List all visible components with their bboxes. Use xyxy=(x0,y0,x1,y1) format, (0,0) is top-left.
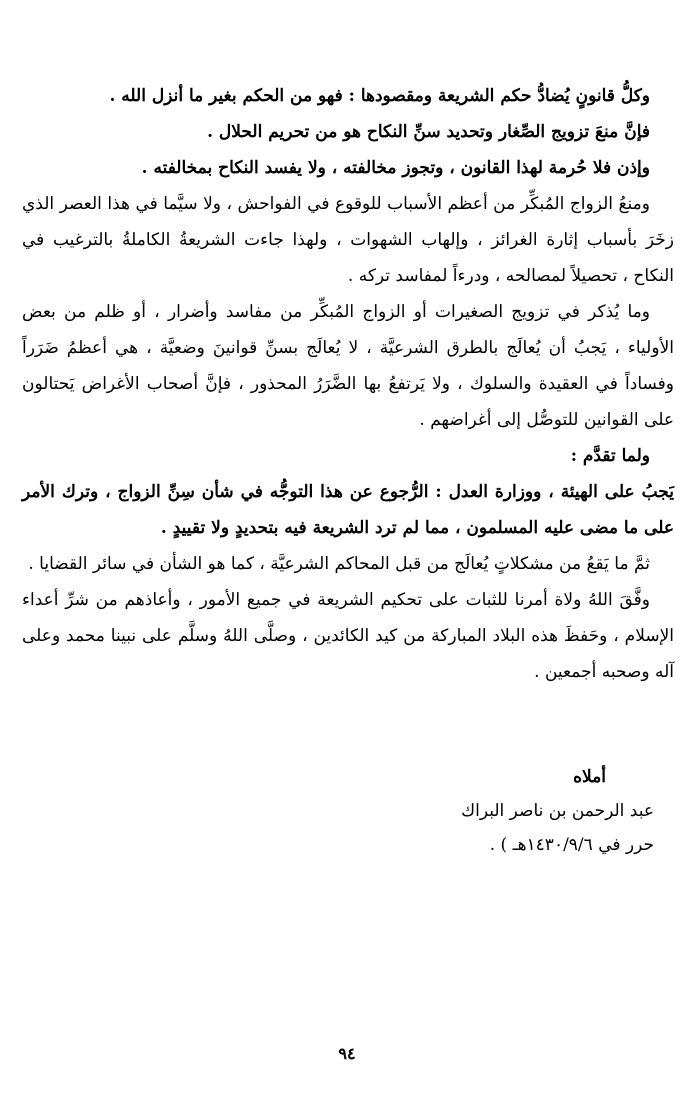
paragraph-9: وفَّقَ اللهُ ولاة أمرنا للثبات على تحكيم الشريعة في جميع الأمور ، وأعاذهم من شرِّ أعداء الإسلام ، وحَفظَ هذه البلاد المباركة من كيد الكائدين ، وصلَّى اللهُ وسلَّم على نبينا محمد وعلى آله وصحبه أجمعين . xyxy=(22,590,674,682)
paragraph-7: يَجبُ على الهيئة ، ووزارة العدل : الرُّجوع عن هذا التوجُّه في شأن سِنِّ الزواج ، وترك الأمر على ما مضى عليه المسلمون ، مما لم ترد الشريعة فيه بتحديدٍ ولا تقييدٍ . xyxy=(22,482,674,538)
signature-block xyxy=(234,760,654,862)
paragraph-2: فإنَّ منعَ تزويج الصِّغار وتحديد سنِّ النكاح هو من تحريم الحلال . xyxy=(207,122,650,142)
paragraph-3: وإذن فلا حُرمة لهذا القانون ، وتجوز مخالفته ، ولا يفسد النكاح بمخالفته . xyxy=(141,158,650,178)
signature-name: عبد الرحمن بن ناصر البراك xyxy=(461,801,654,821)
paragraph-5: وما يُذكر في تزويج الصغيرات أو الزواج المُبكِّر من مفاسد وأضرار ، أو ظلم من بعض الأولياء ، يَجبُ أن يُعالَج بالطرق الشرعيَّة ، لا يُعالَج بسنِّ قوانينَ وضعيَّة ، هي أعظمُ ضَرَراً وفساداً في العقيدة والسلوك ، ولا يَرتفعُ بها الضَّرَرُ المحذور ، فإنَّ أصحاب الأغراض يَحتالون على القوانين للتوصُّل إلى أغراضهم . xyxy=(22,302,674,430)
paragraph-4: ومنعُ الزواج المُبكِّر من أعظم الأسباب للوقوع في الفواحش ، ولا سيَّما في هذا العصر الذي زخَرَ بأسباب إثارة الغرائز ، وإلهاب الشهوات ، ولهذا جاءت الشريعةُ الكاملةُ بالترغيب في النكاح ، تحصيلاً لمصالحه ، ودرءاً لمفاسد تركه . xyxy=(22,194,674,286)
paragraph-1: وكلُّ قانونٍ يُضادُّ حكم الشريعة ومقصودها : فهو من الحكم بغير ما أنزل الله . xyxy=(109,86,650,106)
signature-date: حرر في ١٤٣٠/٩/٦هـ ) . xyxy=(489,835,654,855)
paragraph-6: ولما تقدَّم : xyxy=(570,446,650,466)
document-body xyxy=(22,78,674,690)
signature-label: أملاه xyxy=(573,767,606,787)
page-number: ٩٤ xyxy=(338,1044,356,1063)
paragraph-8: ثمَّ ما يَقعُ من مشكلاتٍ يُعالَج من قبل المحاكم الشرعيَّة ، كما هو الشأن في سائر القضايا . xyxy=(28,554,650,574)
